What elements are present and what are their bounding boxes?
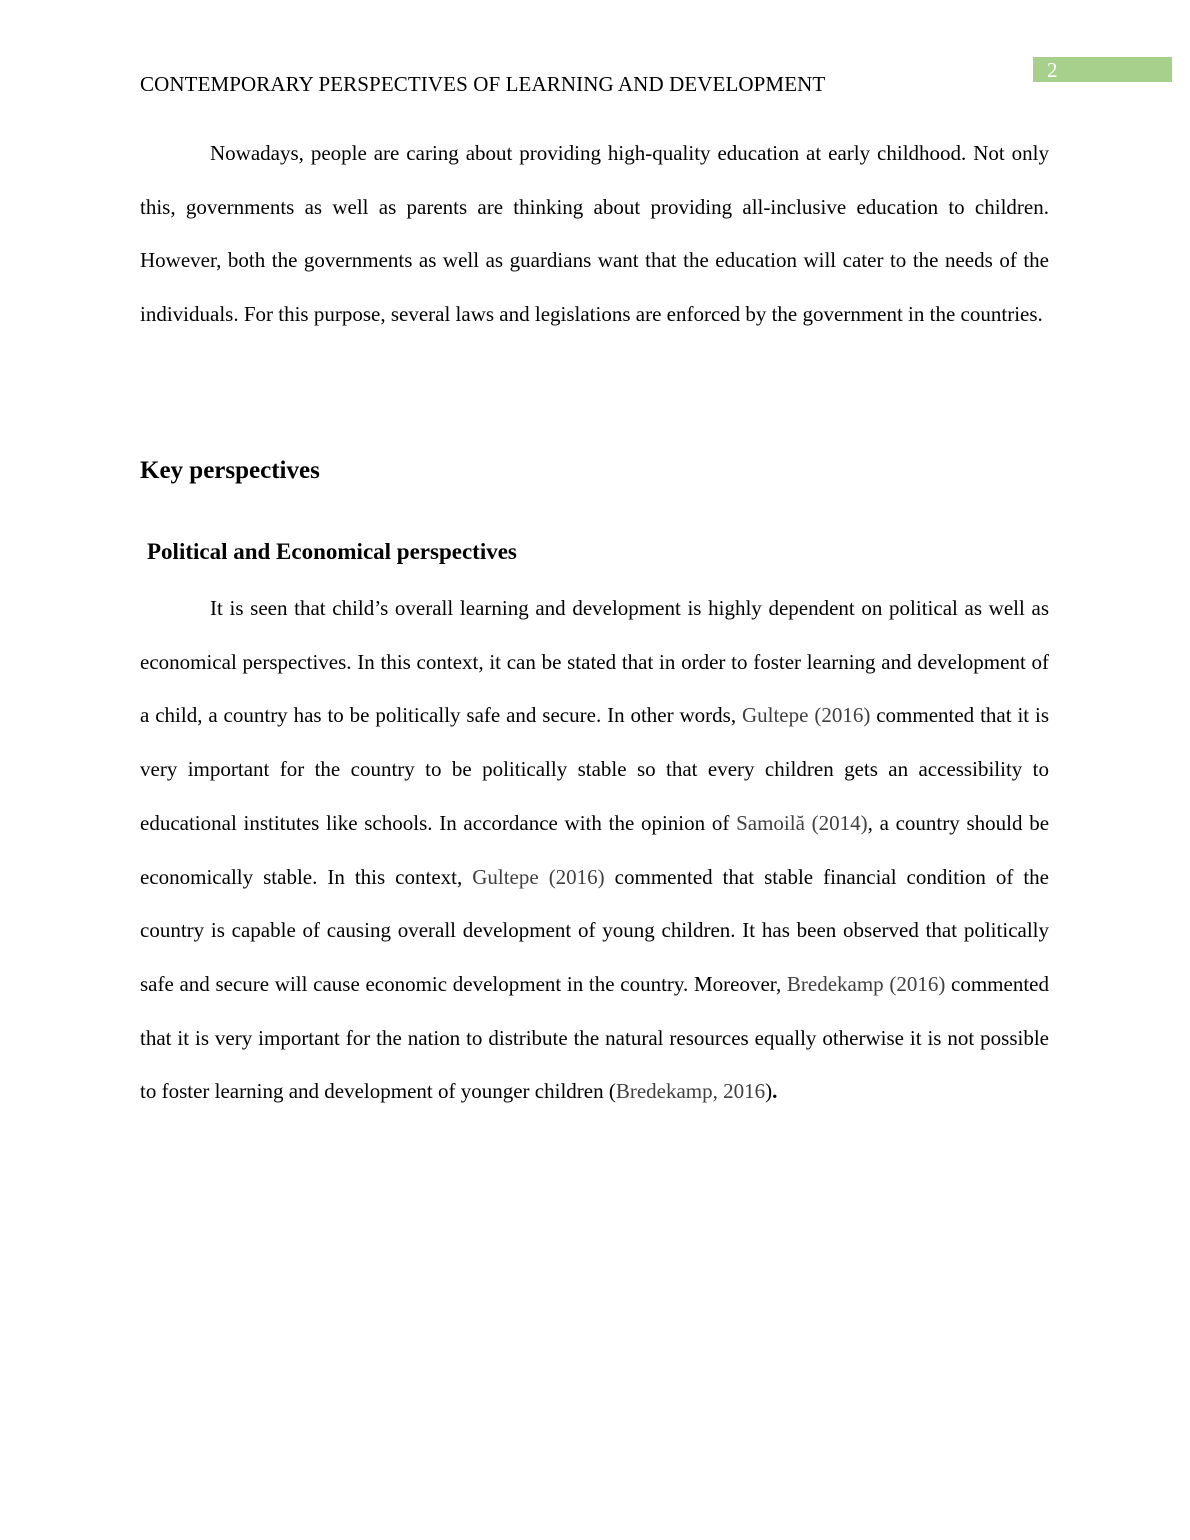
intro-paragraph (140, 127, 1049, 342)
body-text-6: ) (765, 1079, 773, 1104)
subsection-heading: Political and Economical perspectives (147, 539, 517, 564)
body-text-final-period: . (772, 1079, 778, 1104)
body-text-3: , a country should be economically stable. In this context, (140, 810, 1050, 889)
section-heading: Key perspectives (140, 457, 320, 484)
body-text-1: It is seen that child’s overall learning and development is highly dependent on political as well as economical perspectives. In this context, it can be stated that in order to foster learning and development of a child, a country has to be politically safe and secure. In other words, (140, 596, 1049, 728)
page-number-box (1033, 57, 1172, 82)
body-paragraph (140, 582, 1049, 1119)
page-number: 2 (1047, 58, 1058, 82)
citation-bredekamp-2: Bredekamp, 2016 (615, 1079, 766, 1104)
citation-gultepe-2: Gultepe (2016) (472, 864, 605, 889)
body-text-2: commented that it is very important for the country to be politically stable so that every children gets an accessibility to educational institutes like schools. In accordance with the opinion of (140, 703, 1050, 835)
citation-gultepe-1: Gultepe (2016) (741, 703, 871, 728)
intro-text: Nowadays, people are caring about providing high-quality education at early childhood. Not only this, governments as well as parents are thinking about providing all-inclusive education to children. However, both the governments as well as guardians want that the education will cater to the needs of the individuals. For this purpose, several laws and legislations are enforced by the government in the countries. (140, 141, 1049, 327)
body-text-5: commented that it is very important for the nation to distribute the natural resources equally otherwise it is not possible to foster learning and development of younger children ( (140, 971, 1049, 1104)
citation-samoila: Samoilă (2014) (736, 810, 868, 835)
running-head: CONTEMPORARY PERSPECTIVES OF LEARNING AND DEVELOPMENT (140, 72, 826, 96)
citation-bredekamp-1: Bredekamp (2016) (786, 971, 946, 996)
body-text-4: commented that stable financial condition of the country is capable of causing overall development of young children. It has been observed that politically safe and secure will cause economic development in the country. Moreover, (140, 864, 1050, 996)
